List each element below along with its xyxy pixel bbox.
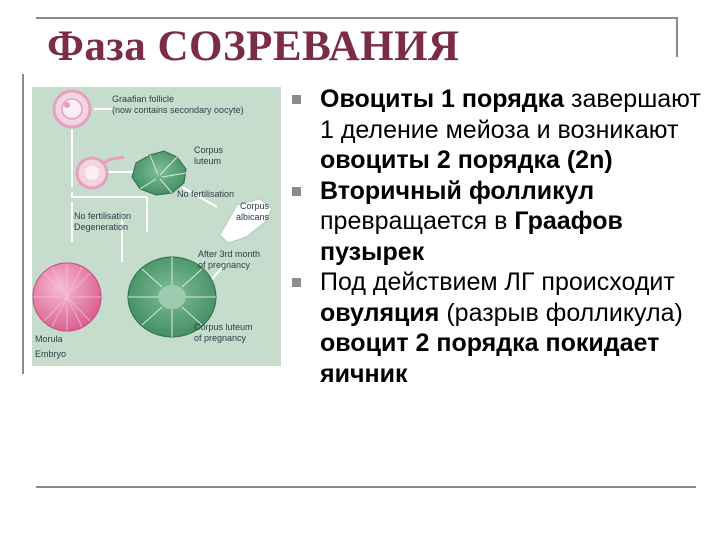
label-degeneration: Degeneration bbox=[74, 222, 129, 232]
label-graafian-follicle-note: (now contains secondary oocyte) bbox=[112, 105, 244, 115]
graafian-follicle bbox=[54, 91, 90, 127]
bullet-list bbox=[290, 84, 720, 389]
bullet-bold-text: Вторичный фолликул bbox=[320, 176, 595, 205]
bullet-text: завершают 1 деление мейоза и возникают bbox=[320, 85, 701, 144]
bullet-text: Под действием ЛГ происходит bbox=[320, 268, 675, 296]
bullet-bold-text: Овоциты 1 порядка bbox=[320, 85, 565, 113]
bullet-text: (разрыв фолликула) bbox=[439, 298, 683, 327]
label-corpus-albicans-2: albicans bbox=[236, 212, 270, 222]
bullet-bold-text: овуляция bbox=[320, 298, 440, 327]
bullet-square-icon bbox=[292, 187, 301, 196]
label-corpus-luteum-2: luteum bbox=[194, 156, 222, 166]
bullet-bold-text: овоцит 2 порядка покидает яичник bbox=[320, 329, 660, 388]
label-no-fertilisation: No fertilisation bbox=[177, 189, 235, 199]
frame-line-top bbox=[36, 17, 676, 19]
label-corpus-luteum-pregnancy-2: of pregnancy bbox=[194, 333, 247, 343]
bullet-bold-text: овоциты 2 порядка (2n) bbox=[320, 146, 613, 174]
label-graafian-follicle: Graafian follicle bbox=[112, 94, 175, 104]
bullet-text: превращается в bbox=[320, 207, 515, 235]
frame-line-right bbox=[676, 17, 678, 57]
morula bbox=[33, 263, 101, 331]
label-morula: Morula bbox=[35, 334, 63, 344]
slide-title: Фаза СОЗРЕВАНИЯ bbox=[47, 23, 460, 70]
label-corpus-albicans-1: Corpus bbox=[240, 201, 270, 211]
bullet-square-icon bbox=[292, 95, 301, 104]
bullet-item bbox=[290, 267, 720, 389]
ovarian-cycle-diagram bbox=[32, 87, 281, 366]
frame-line-left bbox=[22, 74, 24, 374]
label-corpus-luteum-pregnancy-1: Corpus luteum bbox=[194, 322, 253, 332]
label-corpus-luteum-1: Corpus bbox=[194, 145, 224, 155]
bullet-item bbox=[290, 176, 720, 268]
label-embryo: Embryo bbox=[35, 349, 67, 359]
bullet-square-icon bbox=[292, 278, 301, 287]
label-of-pregnancy: of pregnancy bbox=[198, 260, 251, 270]
bullet-item bbox=[290, 84, 720, 176]
bullet-bold-text: Граафов пузырек bbox=[320, 207, 623, 266]
label-after-3rd-month: After 3rd month bbox=[198, 249, 261, 259]
frame-line-bottom bbox=[36, 486, 696, 488]
label-no-fertilisation-2: No fertilisation bbox=[74, 211, 132, 221]
